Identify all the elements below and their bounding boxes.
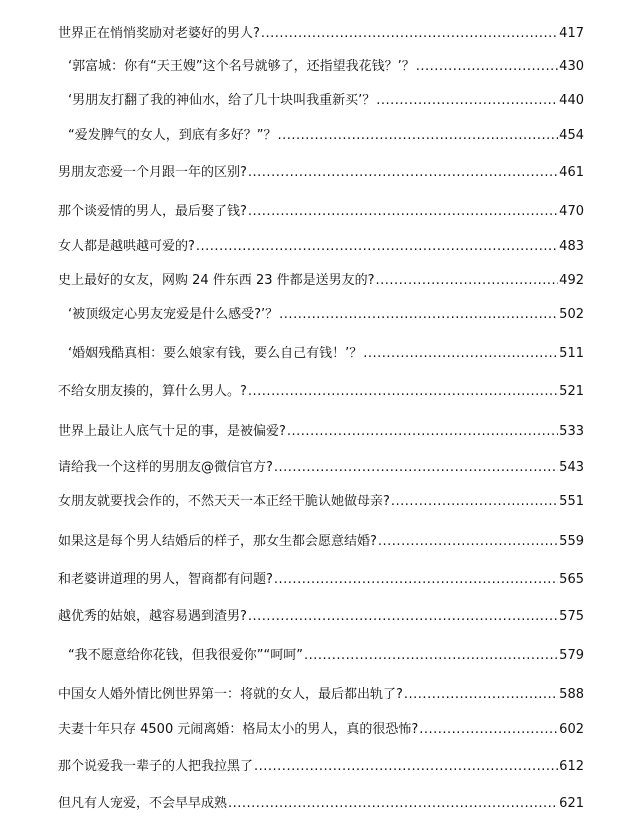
dot-leader bbox=[196, 239, 558, 255]
toc-entry-title: 史上最好的女友，网购 24 件东西 23 件都是送男友的? bbox=[58, 273, 375, 288]
toc-entry[interactable] bbox=[58, 454, 584, 476]
toc-entry-title: ‘被顶级定心男友宠爱是什么感受?’？ bbox=[68, 307, 279, 322]
dot-leader bbox=[248, 609, 558, 625]
toc-entry[interactable] bbox=[58, 716, 584, 738]
toc-entry-page: 551 bbox=[559, 494, 584, 509]
toc-entry-title: 那个谈爱情的男人，最后娶了钱? bbox=[58, 204, 247, 219]
toc-entry-title: ‘郭富城：你有“天王嫂”这个名号就够了，还指望我花钱？’？ bbox=[68, 59, 415, 74]
toc-entry-title: 那个说爱我一辈子的人把我拉黑了 bbox=[58, 759, 254, 774]
toc-entry[interactable] bbox=[58, 122, 584, 144]
toc-entry-page: 483 bbox=[559, 239, 584, 254]
toc-entry[interactable] bbox=[58, 301, 584, 323]
toc-entry[interactable] bbox=[58, 378, 584, 400]
toc-entry-page: 470 bbox=[559, 204, 584, 219]
toc-entry[interactable] bbox=[58, 267, 584, 289]
toc-entry[interactable] bbox=[58, 159, 584, 181]
toc-entry[interactable] bbox=[58, 87, 584, 109]
toc-entry-page: 461 bbox=[559, 165, 584, 180]
dot-leader bbox=[274, 572, 558, 588]
toc-entry-page: 565 bbox=[559, 572, 584, 587]
toc-entry-title: “爱发脾气的女人，到底有多好？”？ bbox=[68, 128, 277, 143]
toc-entry[interactable] bbox=[58, 790, 584, 812]
toc-entry-page: 602 bbox=[559, 722, 584, 737]
dot-leader bbox=[304, 648, 558, 664]
toc-entry[interactable] bbox=[58, 198, 584, 220]
toc-entry-page: 511 bbox=[559, 346, 584, 361]
toc-entry-title: ‘男朋友打翻了我的神仙水，给了几十块叫我重新买’？ bbox=[68, 93, 376, 108]
dot-leader bbox=[261, 26, 558, 42]
toc-entry-page: 430 bbox=[559, 59, 584, 74]
toc-entry[interactable] bbox=[58, 681, 584, 703]
dot-leader bbox=[248, 165, 558, 181]
dot-leader bbox=[378, 534, 558, 550]
toc-entry-page: 588 bbox=[559, 687, 584, 702]
dot-leader bbox=[376, 93, 558, 109]
toc-entry[interactable] bbox=[58, 20, 584, 42]
toc-entry-page: 521 bbox=[559, 384, 584, 399]
toc-entry-page: 612 bbox=[559, 759, 584, 774]
dot-leader bbox=[416, 59, 558, 75]
toc-entry-title: 中国女人婚外情比例世界第一：将就的女人，最后都出轨了? bbox=[58, 687, 403, 702]
toc-entry-page: 559 bbox=[559, 534, 584, 549]
dot-leader bbox=[404, 687, 558, 703]
toc-entry-title: 和老婆讲道理的男人，智商都有问题? bbox=[58, 572, 273, 587]
toc-entry-page: 579 bbox=[559, 648, 584, 663]
toc-entry-title: “我不愿意给你花钱，但我很爱你”“呵呵” bbox=[68, 648, 303, 663]
toc-entry-title: 女人都是越哄越可爱的? bbox=[58, 239, 195, 254]
toc-entry[interactable] bbox=[58, 642, 584, 664]
toc-entry-title: 如果这是每个男人结婚后的样子，那女生都会愿意结婚? bbox=[58, 534, 377, 549]
toc-entry[interactable] bbox=[58, 603, 584, 625]
toc-entry-page: 533 bbox=[559, 424, 584, 439]
dot-leader bbox=[376, 273, 559, 289]
toc-entry[interactable] bbox=[58, 566, 584, 588]
dot-leader bbox=[254, 759, 558, 775]
toc-entry[interactable] bbox=[58, 528, 584, 550]
toc-entry-page: 492 bbox=[559, 273, 584, 288]
toc-entry-title: 男朋友恋爱一个月跟一年的区别? bbox=[58, 165, 247, 180]
toc-entry-title: 请给我一个这样的男朋友@微信官方? bbox=[58, 460, 273, 475]
dot-leader bbox=[274, 460, 558, 476]
dot-leader bbox=[419, 722, 558, 738]
dot-leader bbox=[391, 494, 558, 510]
toc-entry-title: 女朋友就要找会作的，不然天天一本正经干脆认她做母亲? bbox=[58, 494, 390, 509]
toc-entry[interactable] bbox=[58, 340, 584, 362]
dot-leader bbox=[363, 346, 558, 362]
toc-entry-page: 575 bbox=[559, 609, 584, 624]
dot-leader bbox=[277, 128, 558, 144]
toc-entry-page: 621 bbox=[559, 796, 584, 811]
toc-entry-title: 不给女朋友揍的，算什么男人。? bbox=[58, 384, 247, 399]
toc-entry-page: 454 bbox=[559, 128, 584, 143]
toc-entry[interactable] bbox=[58, 233, 584, 255]
toc-entry[interactable] bbox=[58, 753, 584, 775]
toc-entry-page: 502 bbox=[559, 307, 584, 322]
toc-entry-page: 440 bbox=[559, 93, 584, 108]
toc-entry-title: 世界上最让人底气十足的事，是被偏爱? bbox=[58, 424, 286, 439]
toc-entry-page: 543 bbox=[559, 460, 584, 475]
toc-entry[interactable] bbox=[58, 418, 584, 440]
toc-entry-title: 世界正在悄悄奖励对老婆好的男人? bbox=[58, 26, 260, 41]
dot-leader bbox=[248, 204, 558, 220]
dot-leader bbox=[287, 424, 558, 440]
toc-entry-page: 417 bbox=[559, 26, 584, 41]
toc-entry-title: ‘婚姻残酷真相：要么娘家有钱，要么自己有钱！’？ bbox=[68, 346, 363, 361]
dot-leader bbox=[248, 384, 558, 400]
toc-entry[interactable] bbox=[58, 53, 584, 75]
toc-entry[interactable] bbox=[58, 488, 584, 510]
dot-leader bbox=[228, 796, 558, 812]
toc-entry-title: 但凡有人宠爱，不会早早成熟 bbox=[58, 796, 228, 811]
dot-leader bbox=[279, 307, 558, 323]
toc-entry-title: 夫妻十年只存 4500 元闹离婚：格局太小的男人，真的很恐怖? bbox=[58, 722, 419, 737]
toc-entry-title: 越优秀的姑娘，越容易遇到渣男? bbox=[58, 609, 247, 624]
